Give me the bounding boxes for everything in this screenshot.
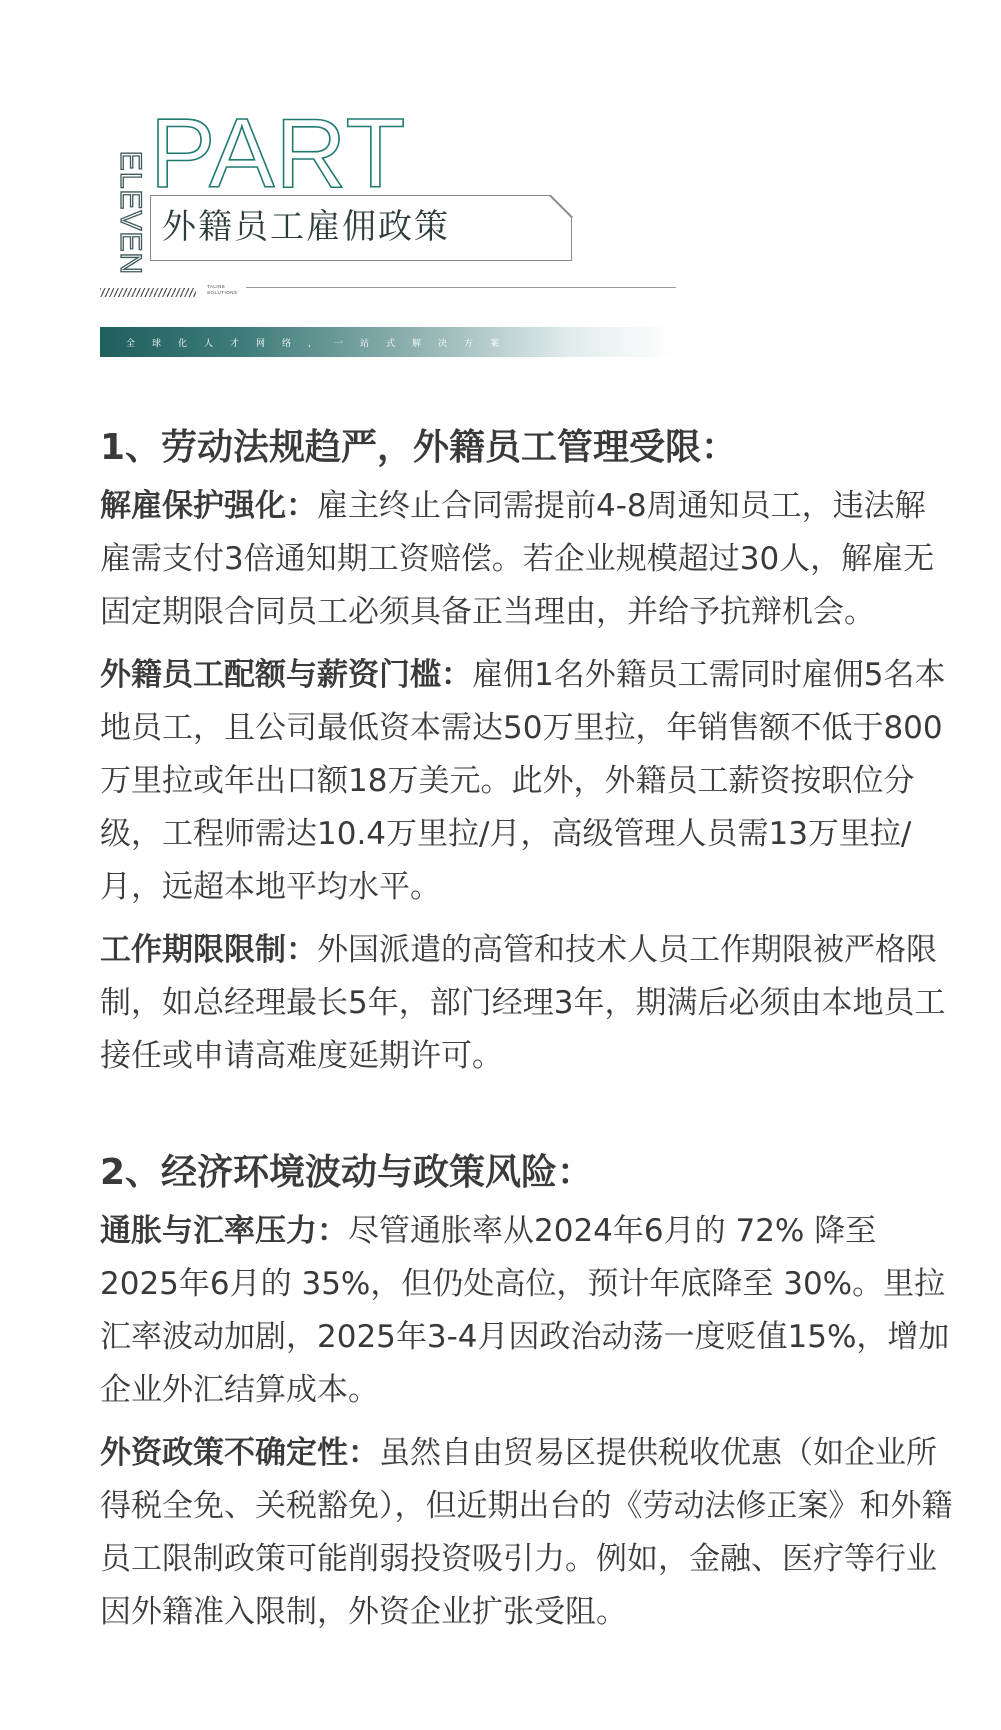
paragraph-text: 虽然自由贸易区提供税收优惠（如企业所得税全免、关税豁免），但近期出台的《劳动法修正案》和外籍员工限制政策可能削弱投资吸引力。例如，金融、医疗等行业因外籍准入限制，外资企业扩张受阻。 [100,1435,953,1630]
paragraph-term: 外籍员工配额与薪资门槛： [100,657,472,693]
title-frame-corner [551,195,573,217]
paragraph-term: 外资政策不确定性： [100,1435,379,1471]
part-label: PART [150,98,407,208]
section-economy-policy [100,1145,955,1639]
brand-mark [207,284,238,296]
paragraph-text: 外国派遣的高管和技术人员工作期限被严格限制，如总经理最长5年，部门经理3年，期满后必须由本地员工接任或申请高难度延期许可。 [100,932,946,1074]
section-heading: 2、经济环境波动与政策风险： [100,1152,594,1193]
paragraph-term-limit [100,924,955,1083]
paragraph-text: 雇佣1名外籍员工需同时雇佣5名本地员工，且公司最低资本需达50万里拉，年销售额不低于800万里拉或年出口额18万美元。此外，外籍员工薪资按职位分级，工程师需达10.4万里拉/月，高级管理人员需13万里拉/月，远超本地平均水平。 [100,657,946,905]
slogan-banner [100,327,675,357]
section-labor-law [100,420,955,1083]
brand-line-2: SOLUTIONS [207,290,238,295]
hatch-decoration [100,288,196,297]
section-heading: 1、劳动法规趋严，外籍员工管理受限： [100,427,738,468]
part-number-vertical [112,146,148,280]
paragraph-text: 尽管通胀率从2024年6月的 72% 降至2025年6月的 35%，但仍处高位，预计年底降至 30%。里拉汇率波动加剧，2025年3-4月因政治动荡一度贬值15%，增加企业外汇结算成本。 [100,1213,950,1408]
paragraph-term: 工作期限限制： [100,932,317,968]
paragraph-dismissal-protection [100,480,955,639]
brand-line-1: TALINE [207,284,226,289]
part-number-text: ELEVEN [114,150,148,276]
paragraph-text: 雇主终止合同需提前4-8周通知员工，违法解雇需支付3倍通知期工资赔偿。若企业规模超过30人，解雇无固定期限合同员工必须具备正当理由，并给予抗辩机会。 [100,488,935,630]
paragraph-inflation-fx [100,1205,955,1417]
paragraph-term: 通胀与汇率压力： [100,1213,348,1249]
page-title: 外籍员工雇佣政策 [162,207,450,247]
divider-line [246,287,676,288]
article-body [100,420,955,1649]
paragraph-term: 解雇保护强化： [100,488,317,524]
slogan-text: 全球化人才网络，一站式解决方案 [126,338,517,349]
paragraph-quota-salary [100,649,955,914]
paragraph-policy-uncertainty [100,1427,955,1639]
